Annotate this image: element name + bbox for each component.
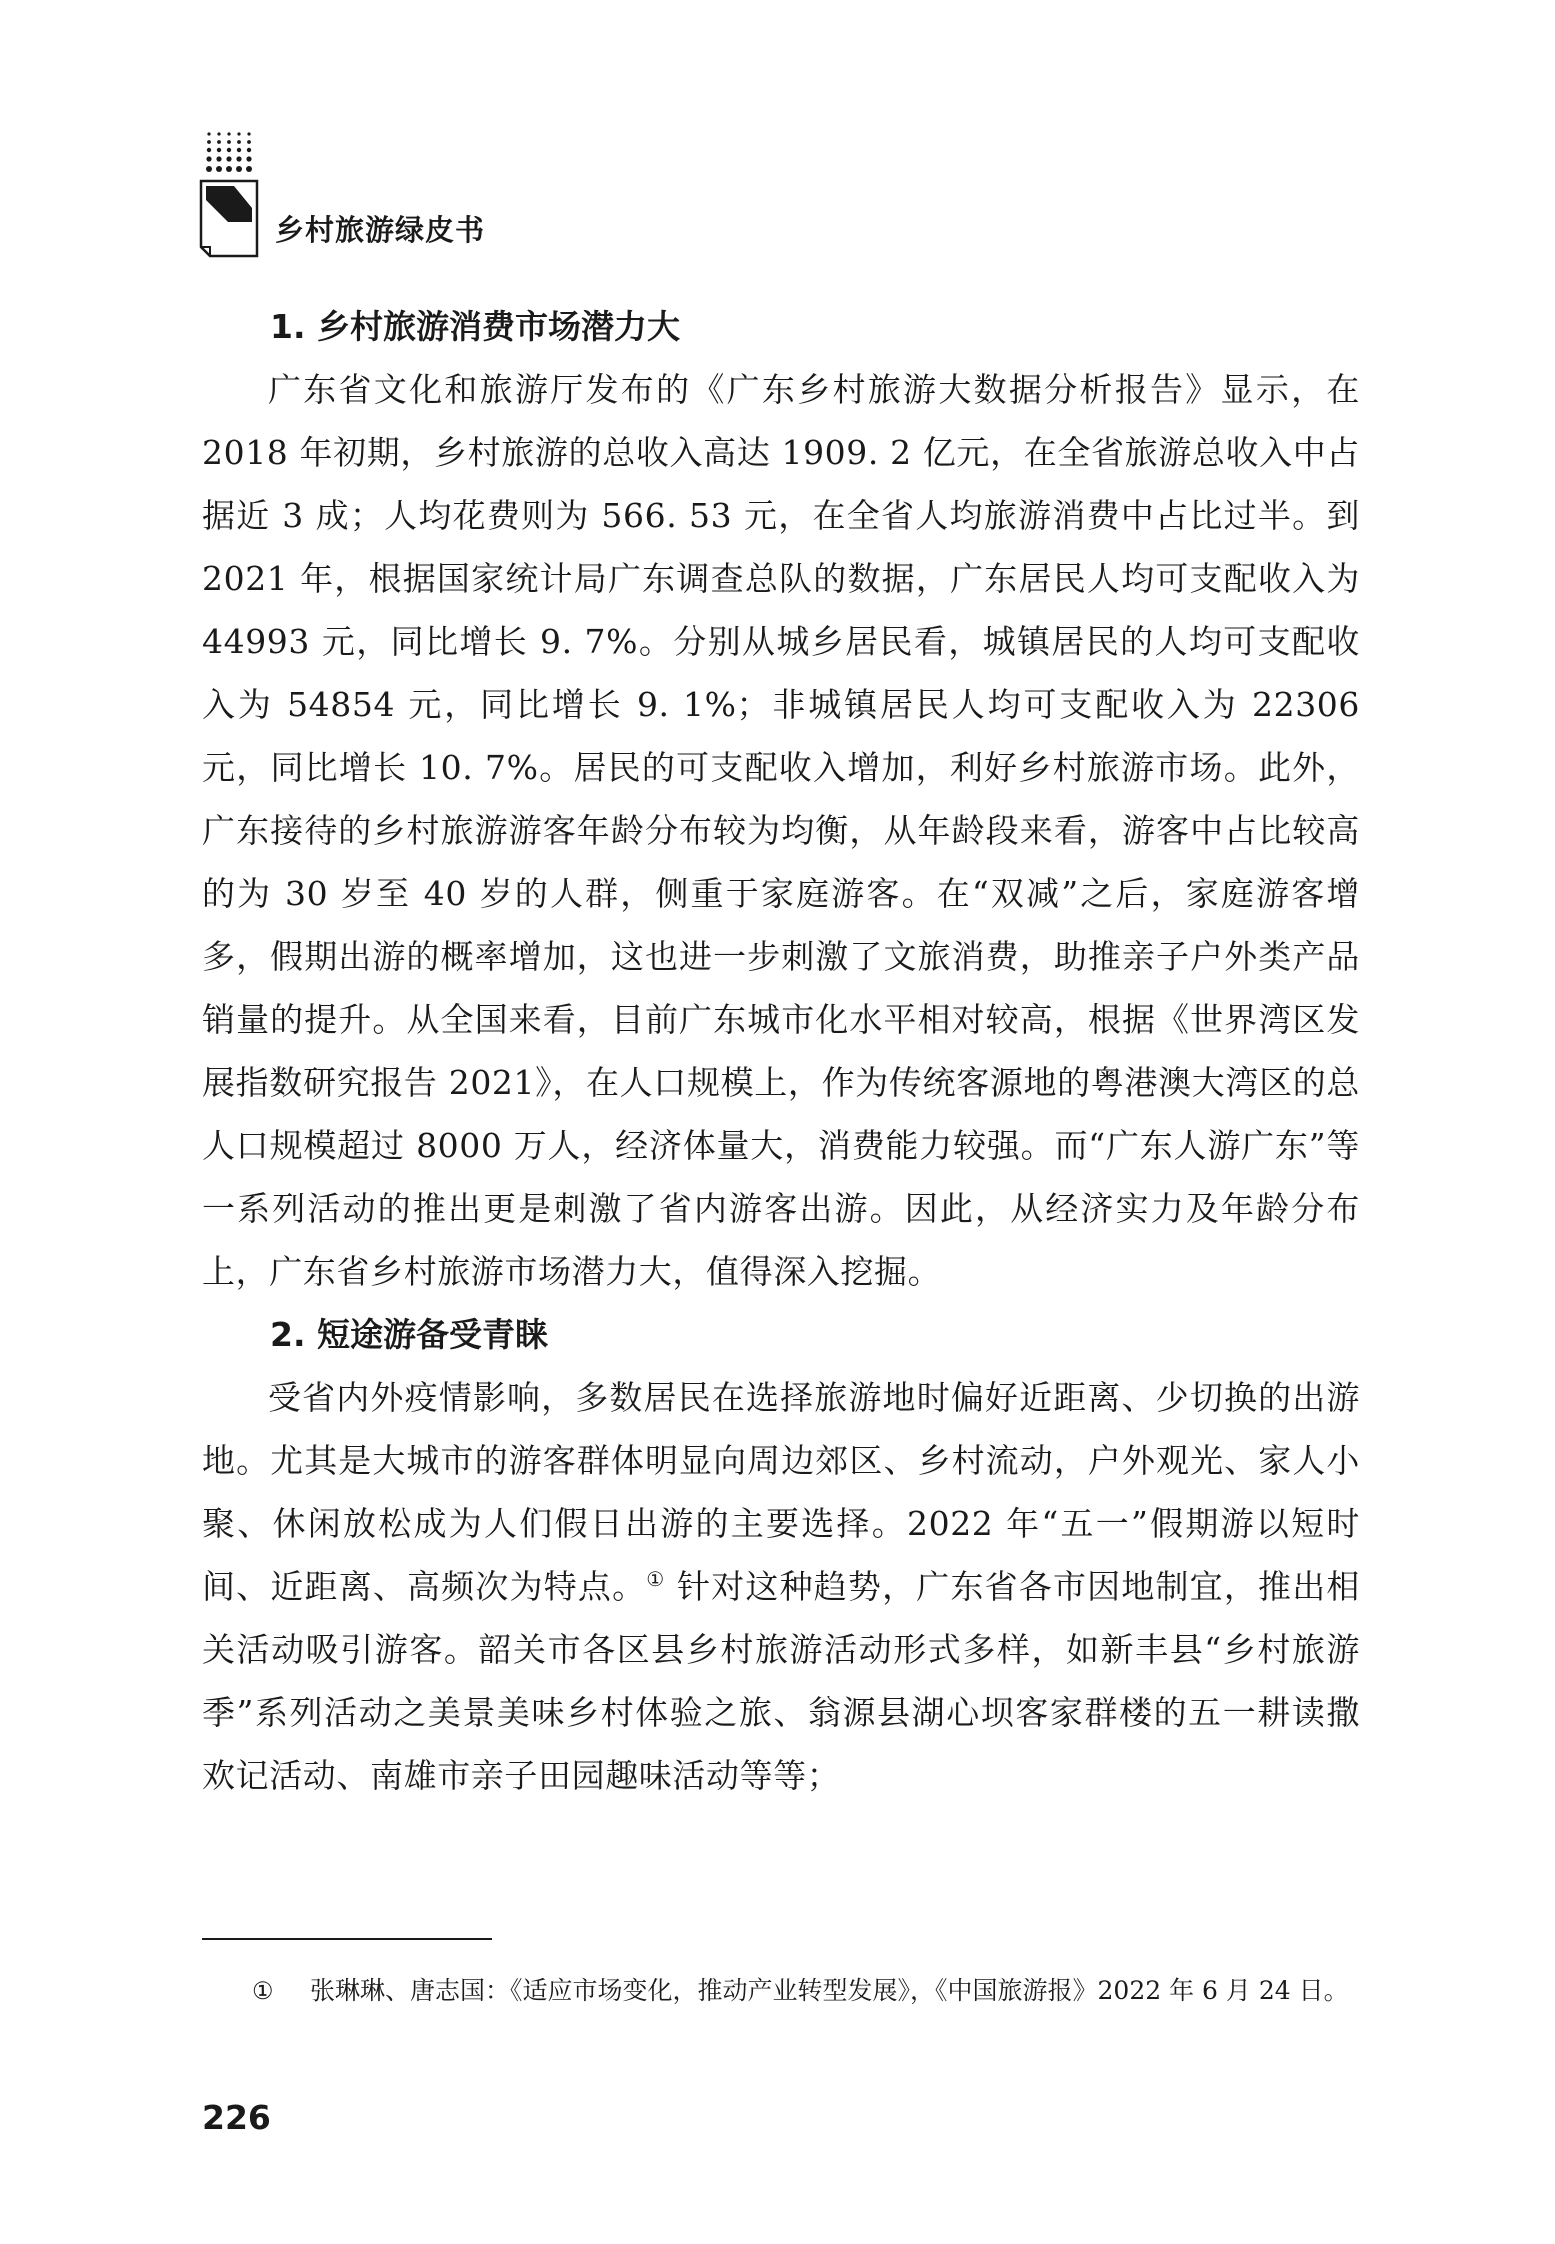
footnote-reference[interactable]: ① [646,1567,666,1591]
page-number: 226 [202,2098,271,2137]
header-dot-pattern [205,130,255,175]
footnote-divider [202,1938,492,1940]
running-header-title: 乡村旅游绿皮书 [275,213,486,247]
page-body [202,295,1360,1807]
paragraph-short-trips [202,1366,1360,1807]
paragraph-market-potential: 广东省文化和旅游厅发布的《广东乡村旅游大数据分析报告》显示，在 2018 年初期，乡村旅游的总收入高达 1909. 2 亿元，在全省旅游总收入中占据近 3 成；人均花费则为 566. 53 元，在全省人均旅游消费中占比过半。到 2021 年，根据国家统计局广东调查总队的数据，广东居民人均可支配收入为 44993 元，同比增长 9. 7%。分别从城乡居民看，城镇居民的人均可支配收入为 54854 元，同比增长 9. 1%；非城镇居民人均可支配收入为 22306 元，同比增长 10. 7%。居民的可支配收入增加，利好乡村旅游市场。此外，广东接待的乡村旅游游客年龄分布较为均衡，从年龄段来看，游客中占比较高的为 30 岁至 40 岁的人群，侧重于家庭游客。在“双减”之后，家庭游客增多，假期出游的概率增加，这也进一步刺激了文旅消费，助推亲子户外类产品销量的提升。从全国来看，目前广东城市化水平相对较高，根据《世界湾区发展指数研究报告 2021》，在人口规模上，作为传统客源地的粤港澳大湾区的总人口规模超过 8000 万人，经济体量大，消费能力较强。而“广东人游广东”等一系列活动的推出更是刺激了省内游客出游。因此，从经济实力及年龄分布上，广东省乡村旅游市场潜力大，值得深入挖掘。 [202,370,1360,1291]
paragraph-short-trips-part1: 受省内外疫情影响，多数居民在选择旅游地时偏好近距离、少切换的出游地。尤其是大城市的游客群体明显向周边郊区、乡村流动，户外观光、家人小聚、休闲放松成为人们假日出游的主要选择。2022 年“五一”假期游以短时间、近距离、高频次为特点。 [202,1378,1360,1606]
section-heading-market-potential: 1. 乡村旅游消费市场潜力大 [270,307,680,346]
footnote [252,1970,1360,2012]
footnote-text: 张琳琳、唐志国：《适应市场变化，推动产业转型发展》，《中国旅游报》2022 年 6 月 24 日。 [310,1976,1349,2005]
footnote-marker: ① [252,1977,274,2005]
page-corner-icon [198,178,260,260]
paragraph-short-trips-part2: 针对这种趋势，广东省各市因地制宜，推出相关活动吸引游客。韶关市各区县乡村旅游活动形式多样，如新丰县“乡村旅游季”系列活动之美景美味乡村体验之旅、翁源县湖心坝客家群楼的五一耕读撒欢记活动、南雄市亲子田园趣味活动等等； [202,1567,1360,1795]
section-heading-short-trips: 2. 短途游备受青睐 [270,1315,548,1354]
